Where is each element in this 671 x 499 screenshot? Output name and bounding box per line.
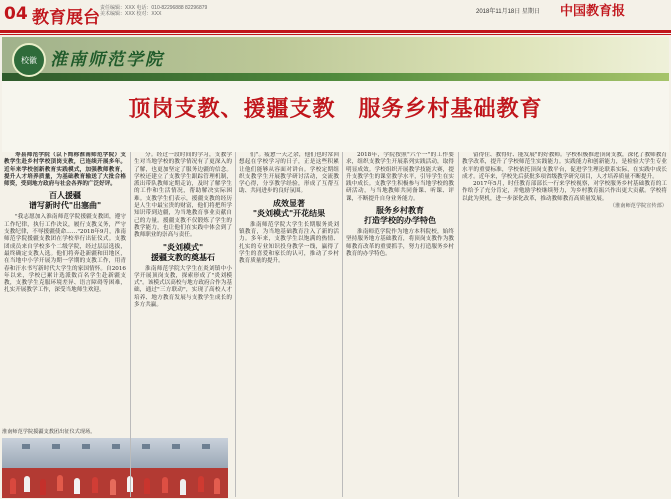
body-paragraph: 分。经过一段时间的学习，支教学生对当地学校的教学情况有了更深入的了解，也更加坚定了服务边疆的信念。学校还建立了支教学生跟踪管理机制，派出带队教师定期走访，及时了解学生的工作和生活情况，帮助解决实际困难。支教学生们表示，援疆支教的经历是人生中最宝贵的财富，他们将把所学知识带到边疆，为当地教育事业贡献自己的力量。援疆支教不仅锻炼了学生的教学能力，也让他们在实践中体会到了教师职业的崇高与责任。 — [134, 152, 232, 239]
body-paragraph: 淮南师范学院作为地方本科院校，始终坚持服务地方基础教育，将顶岗支教作为教师教育改革的重要抓手，努力打造服务乡村教育的办学特色。 — [346, 229, 454, 257]
photo-window — [22, 444, 30, 449]
photo-person — [24, 476, 30, 492]
body-paragraph: "我志愿加入淮南师范学院援疆支教团，遵守工作纪律，执行工作决议，履行支教义务，严守支教纪律，不辱援疆使命……"2018年9月，淮南师范学院援疆支教团在学校举行出征仪式。支教团成员来自学校多个二级学院，经过层层选拔，最终确定支教人选。他们将奔赴新疆和田地区，在当地中小学开展为期一学期的支教工作，用青春和汗水书写新时代大学生的家国情怀。自2016年以来，学校已累计选派数百名学生赴新疆支教，支教学生克服环境差异、语言障碍等困难，扎实开展教学工作，深受当地师生欢迎。 — [4, 214, 126, 294]
subhead-results-text: 成效显著 "炎刘模式"开花结果 — [252, 198, 326, 218]
photo-person — [40, 479, 46, 495]
feature-banner — [2, 37, 669, 152]
article-column-2 — [134, 152, 232, 497]
section-number: 04 — [4, 4, 28, 24]
body-paragraph: 淮南师范学院大学生长期服务炎刘镇教育，为当地基础教育注入了新的活力。多年来，支教学生以饱满的热情、扎实的专业知识投身教学一线，赢得了学生的喜爱和家长的认可，推动了乡村教育质量的提升。 — [239, 221, 339, 265]
article-column-1 — [4, 152, 126, 429]
photo-person — [57, 475, 63, 491]
subhead-rural — [346, 206, 454, 226]
body-paragraph: 们"。疲惫一天之余，他们也时常回想起在学校学习的日子，正是这些积累让他们能够从容面对讲台。学校定期组织支教学生开展教学研讨活动，交流教学心得，分享教学经验，形成了互帮互助、共同进步的良好氛围。 — [239, 152, 339, 195]
editor-info — [100, 5, 207, 17]
photo-window — [52, 444, 60, 449]
body-paragraph: 留得住、教得好、能发展"的好教师。学校积极推进顶岗支教，深化了教师教育教学改革，提升了学校师范生实践能力。实践能力和创新能力，是检验大学生专业水平的重要标准，学校依托顶岗支教平台，促进学生理论联系实际，在实践中成长成才。近年来，学校先后获批多项省级教学研究项目，人才培养质量不断提升。 — [462, 152, 667, 180]
photo-person — [10, 478, 16, 494]
banner-green-band — [2, 73, 669, 81]
subhead-yanliu — [134, 243, 232, 263]
subhead-results — [239, 199, 339, 219]
article-signature: （淮南师范学院宣传部） — [609, 203, 667, 210]
editor-line-2: 美术编辑：XXX 校对：XXX — [100, 11, 162, 17]
photo-window — [82, 444, 90, 449]
body-paragraph: 淮南师范学院大学生在炎刘镇中小学开展顶岗支教，探索形成了"炎刘模式"。该模式以高校与地方政府合作为基础，通过"三方联动"，实现了高校人才培养、地方教育发展与支教学生成长的多方共赢。 — [134, 265, 232, 309]
newspaper-logo: 中国教育报 — [560, 4, 626, 19]
intro-paragraph: 寿县师范学院（以下简称淮南师范学院）支教学生赴乡村学校顶岗支教，已连续开展多年。近年来学校创新教育实践模式，加强教师教育，提升人才培养质量，为基础教育输送了大批合格师资，受到地方政府与社会各界的广泛好评。 — [4, 152, 126, 188]
article-column-4 — [346, 152, 454, 497]
subhead-xinjiang — [4, 191, 126, 211]
body-paragraph: 2017年5月，时任教育部部长一行来学校视察，对学校服务乡村基础教育的工作给予了充分肯定，并勉励学校继续努力，为乡村教育振兴作出更大贡献。学校将以此为契机，进一步深化改革，推动教师教育高质量发展。 — [462, 181, 667, 202]
subhead-yanliu-text: "炎刘模式" 援疆支教的奠基石 — [151, 242, 215, 262]
subhead-rural-text: 服务乡村教育 打造学校的办学特色 — [364, 206, 436, 226]
photo-person — [110, 479, 116, 495]
column-divider — [342, 152, 343, 497]
editor-line-1: 责任编辑：XXX 电话：010-82296888 82296879 — [100, 5, 208, 11]
header-rule — [0, 30, 671, 33]
column-divider — [458, 152, 459, 497]
photo-caption: 淮南师范学院援疆支教团出征仪式现场。 — [2, 429, 96, 435]
photo-window — [112, 444, 120, 449]
header-rule-thin — [0, 34, 671, 35]
subhead-xinjiang-text: 百人援疆 谱写新时代"出塞曲" — [28, 191, 102, 211]
article-column-5 — [462, 152, 667, 497]
photo-person — [92, 477, 98, 493]
issue-date: 2018年11月18日 星期日 — [476, 9, 540, 15]
body-paragraph: 2018年，学院按照"六个一"的工作要求，组织支教学生开展系列实践活动，取得明显成效。学校组织开展教学技能大赛，提升支教学生的课堂教学水平，引导学生在实践中成长。支教学生积极参与当地学校的教研活动，与当地教师共同备课、听课、评课，不断提升自身业务能力。 — [346, 152, 454, 202]
column-divider — [130, 152, 131, 497]
section-title: 教育展台 — [32, 8, 100, 28]
photo-person — [74, 478, 80, 494]
page-headline: 顶岗支教、援疆支教 服务乡村基础教育 — [128, 97, 543, 122]
university-emblem-icon: 校徽 — [12, 43, 46, 77]
column-divider — [235, 152, 236, 497]
masthead — [0, 0, 671, 34]
university-name: 淮南师范学院 — [50, 50, 164, 70]
article-column-3 — [239, 152, 339, 497]
